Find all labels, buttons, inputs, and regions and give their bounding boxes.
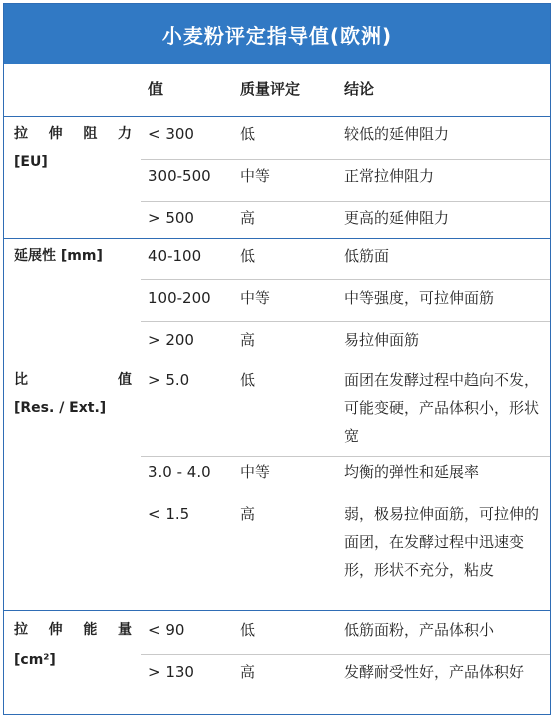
table-cell-quality: 低 [240, 125, 256, 143]
table-header [4, 64, 550, 117]
group-name: 比 值 [14, 372, 132, 388]
group-name: 拉 伸 能 量 [14, 622, 132, 638]
table-cell-conclusion: 弱，极易拉伸面筋，可拉伸的面团，在发酵过程中迅速变形，形状不充分，粘皮 [344, 505, 540, 579]
table-cell-conclusion: 低筋面粉，产品体积小 [344, 621, 495, 639]
guide-table [3, 3, 551, 715]
table-cell-quality: 中等 [240, 167, 271, 185]
table-cell-conclusion: 较低的延伸阻力 [344, 125, 450, 143]
table-cell-conclusion: 正常拉伸阻力 [344, 167, 435, 185]
table-cell-quality: 低 [240, 621, 256, 639]
table-cell-quality: 高 [240, 209, 256, 227]
table-cell-value: > 500 [148, 209, 194, 227]
table-cell-value: > 130 [148, 663, 194, 681]
table-cell-quality: 中等 [240, 289, 271, 307]
table-cell-quality: 低 [240, 247, 256, 265]
table-cell-conclusion: 中等强度，可拉伸面筋 [344, 289, 495, 307]
table-cell-quality: 中等 [240, 463, 271, 481]
table-cell-value: < 1.5 [148, 505, 190, 523]
table-cell-value: 3.0 - 4.0 [148, 463, 211, 481]
table-cell-conclusion: 发酵耐受性好，产品体积好 [344, 663, 525, 681]
table-cell-value: > 5.0 [148, 371, 190, 389]
table-cell-value: 300-500 [148, 167, 211, 185]
table-cell-quality: 高 [240, 505, 256, 523]
table-cell-quality: 高 [240, 331, 256, 349]
group-unit: [EU] [14, 154, 48, 170]
table-cell-value: < 300 [148, 125, 194, 143]
table-cell-value: 100-200 [148, 289, 211, 307]
table-cell-conclusion: 易拉伸面筋 [344, 331, 420, 349]
header-quality: 质量评定 [240, 80, 301, 98]
table-cell-conclusion: 面团在发酵过程中趋向不发，可能变硬，产品体积小，形状宽 [344, 371, 540, 445]
group-unit: [Res. / Ext.] [14, 400, 107, 416]
group-name: 延展性 [mm] [14, 248, 103, 264]
table-cell-quality: 低 [240, 371, 256, 389]
table-cell-conclusion: 均衡的弹性和延展率 [344, 463, 480, 481]
table-cell-value: 40-100 [148, 247, 202, 265]
table-cell-conclusion: 更高的延伸阻力 [344, 209, 450, 227]
group-unit: [cm²] [14, 652, 56, 668]
group-name: 拉 伸 阻 力 [14, 126, 132, 142]
table-cell-conclusion: 低筋面 [344, 247, 390, 265]
header-value: 值 [148, 80, 164, 98]
table-cell-quality: 高 [240, 663, 256, 681]
table-cell-value: > 200 [148, 331, 194, 349]
header-conclusion: 结论 [344, 80, 375, 98]
table-title: 小麦粉评定指导值(欧洲) [4, 4, 550, 64]
table-cell-value: < 90 [148, 621, 185, 639]
